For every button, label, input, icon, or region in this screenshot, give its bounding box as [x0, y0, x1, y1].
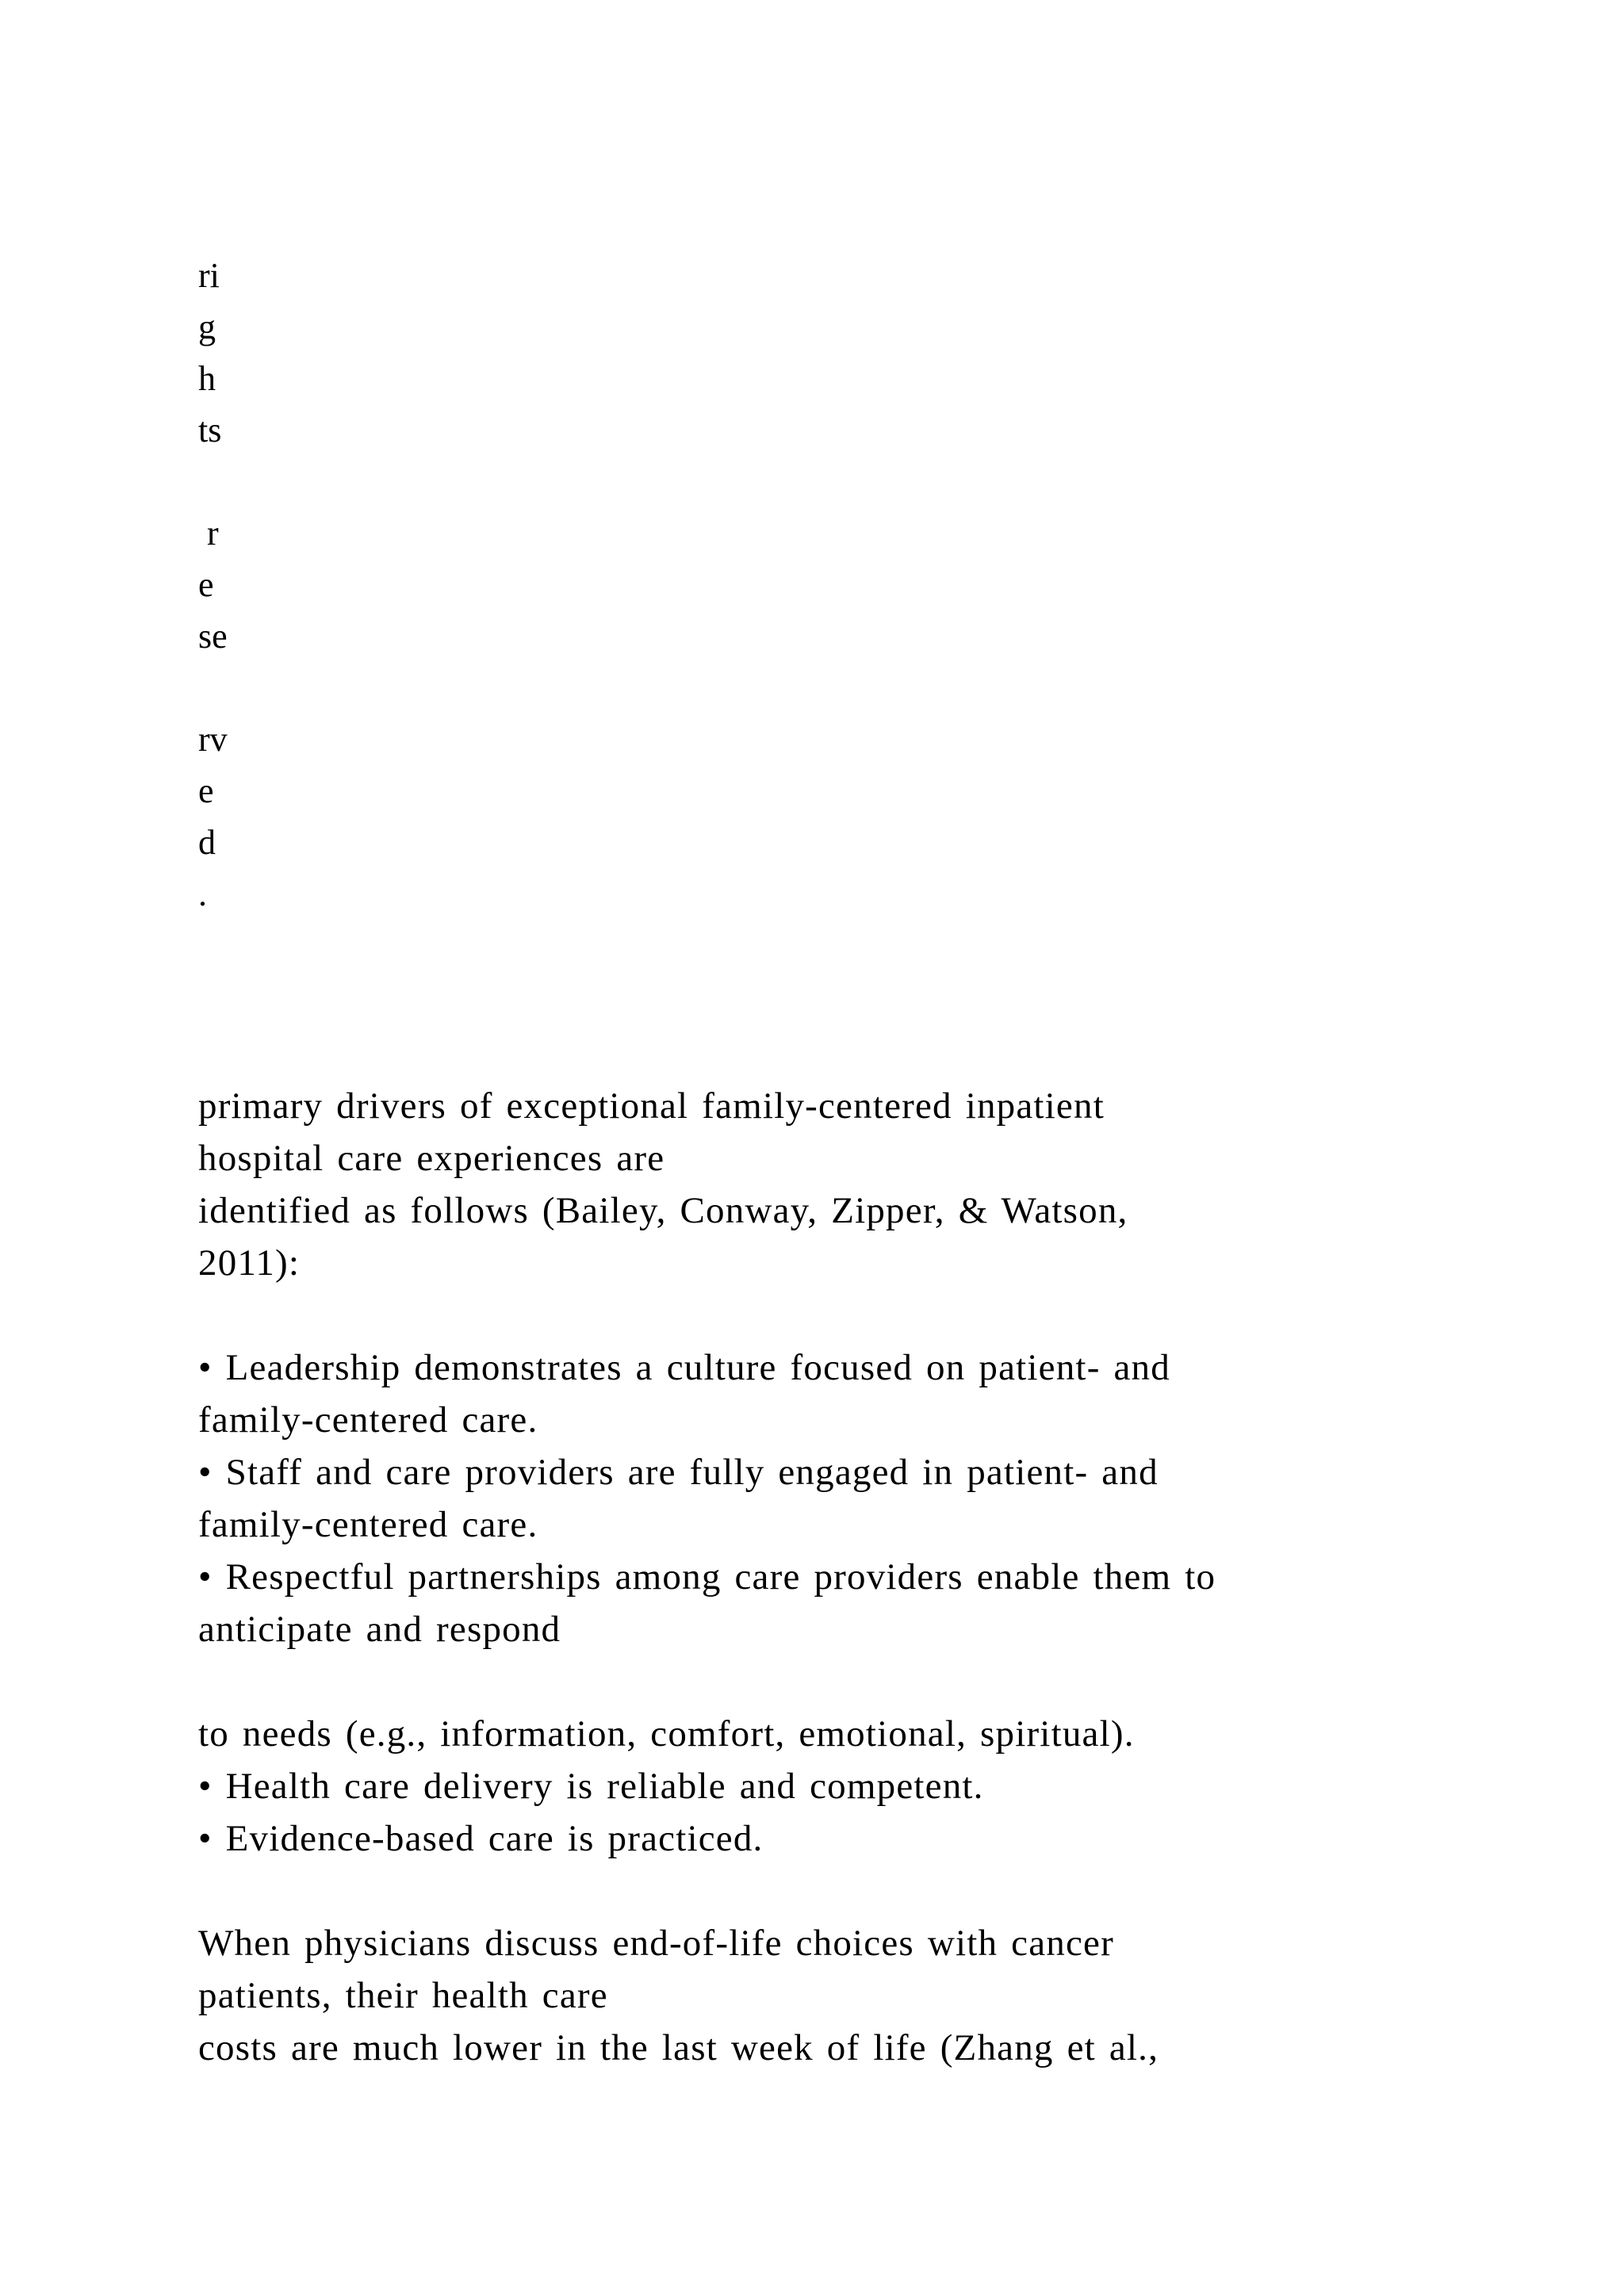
text-line: family-centered care.	[198, 1399, 538, 1441]
text-line: 2011):	[198, 1242, 301, 1284]
fragment	[198, 662, 228, 714]
text-line: • Health care delivery is reliable and competent.	[198, 1766, 984, 1807]
paragraph-gap	[198, 1655, 1562, 1708]
fragment: ts	[198, 411, 222, 450]
fragment: g	[198, 308, 216, 346]
text-line: When physicians discuss end-of-life choices with cancer	[198, 1923, 1114, 1964]
text-line: • Evidence-based care is practiced.	[198, 1818, 764, 1859]
text-line: costs are much lower in the last week of life (Zhang et al.,	[198, 2027, 1159, 2068]
text-line: primary drivers of exceptional family-centered inpatient	[198, 1085, 1105, 1127]
text-line: family-centered care.	[198, 1504, 538, 1545]
fragment	[198, 456, 228, 507]
paragraph-intro	[198, 1080, 1562, 1289]
bullet-list-part-1	[198, 1341, 1562, 1655]
bullet-list-part-2	[198, 1708, 1562, 1865]
fragment: .	[198, 874, 207, 913]
text-line: • Staff and care providers are fully engaged in patient- and	[198, 1452, 1159, 1493]
fragment: rv	[198, 720, 228, 759]
paragraph-gap	[198, 1289, 1562, 1341]
text-line: identified as follows (Bailey, Conway, Zipper, & Watson,	[198, 1190, 1128, 1231]
fragment: d	[198, 823, 216, 862]
fragment: ri	[198, 256, 220, 295]
text-line: hospital care experiences are	[198, 1138, 665, 1179]
paragraph-end-of-life	[198, 1917, 1562, 2074]
fragment: se	[198, 617, 228, 656]
fragment: e	[198, 771, 214, 810]
paragraph-gap	[198, 1865, 1562, 1917]
text-line: to needs (e.g., information, comfort, emotional, spiritual).	[198, 1713, 1135, 1755]
vertical-text-fragments	[198, 250, 228, 920]
text-line: patients, their health care	[198, 1975, 608, 2016]
body-text	[198, 1080, 1562, 2074]
fragment: r	[198, 514, 219, 553]
fragment: e	[198, 565, 214, 604]
fragment: h	[198, 359, 216, 398]
text-line: anticipate and respond	[198, 1609, 561, 1650]
text-line: • Respectful partnerships among care providers enable them to	[198, 1556, 1216, 1598]
text-line: • Leadership demonstrates a culture focused on patient- and	[198, 1347, 1170, 1388]
